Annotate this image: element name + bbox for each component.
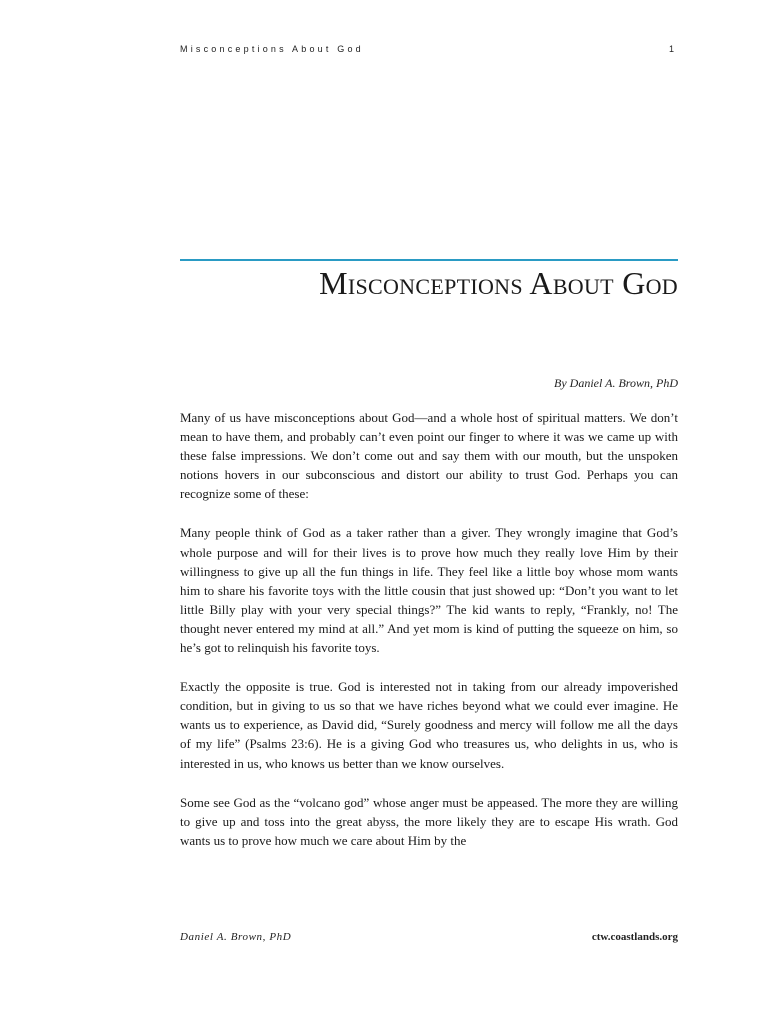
document-title: Misconceptions About God (319, 265, 678, 301)
article-body (180, 408, 678, 870)
paragraph: Many people think of God as a taker rather than a giver. They wrongly imagine that God’s whole purpose and will for their lives is to prove how much they really love Him by their willingness to give up all the fun things in life. They feel like a little boy whose mom wants him to share his favorite toys with the little cousin that just showed up: “Don’t you want to let little Billy play with your very special things?” The kid wants to reply, “Frankly, no! The thought never entered my mind at all.” And yet mom is kind of putting the squeeze on him, so he’s got to relinquish his favorite toys. (180, 525, 678, 656)
title-rule (180, 259, 678, 261)
page-number: 1 (669, 44, 675, 54)
author-byline: By Daniel A. Brown, PhD (554, 376, 678, 390)
paragraph: Many of us have misconceptions about God—and a whole host of spiritual matters. We don’t mean to have them, and probably can’t even point our finger to where it was we came up with these false impressions. We don’t come out and say them with our mouth, but the unspoken notions hovers in our subconscious and distort our ability to trust God. Perhaps you can recognize some of these: (180, 410, 678, 502)
running-header-title: Misconceptions About God (180, 44, 364, 54)
paragraph: Some see God as the “volcano god” whose anger must be appeased. The more they are willing to give up and toss into the great abyss, the more likely they are to escape His wrath. God wants us to prove how much we care about Him by the (180, 794, 678, 848)
footer-url-link[interactable]: ctw.coastlands.org (591, 931, 678, 943)
paragraph: Exactly the opposite is true. God is interested not in taking from our already impoverished condition, but in giving to us so that we have riches beyond what we could ever imagine. He wants us to experience, as David did, “Surely goodness and mercy will follow me all the days of my life” (Psalms 23:6). He is a giving God who treasures us, who delights in us, who is interested in us, who knows us better than we know ourselves. (180, 679, 678, 771)
footer-author: Daniel A. Brown, PhD (180, 931, 292, 943)
